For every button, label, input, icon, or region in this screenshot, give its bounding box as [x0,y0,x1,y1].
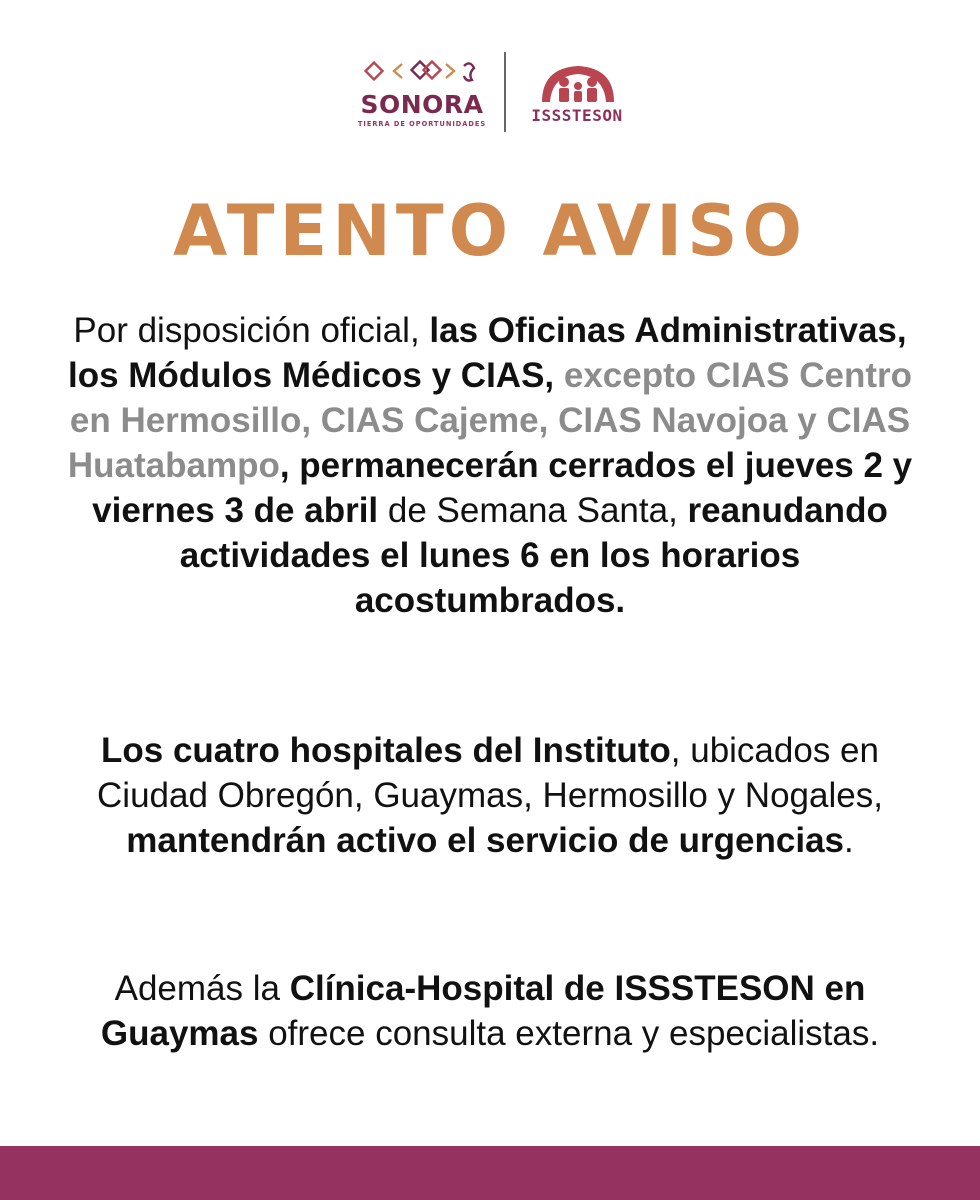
isssteson-wordmark: ISSSTESON [531,106,623,125]
notice-paragraph-clinic [60,966,920,1056]
p1-exceptions: excepto CIAS Centro en Hermosillo, CIAS Cajeme, CIAS Navojoa y CIAS Huatabampo [67,356,913,485]
p1-text: Por disposición oficial, [73,311,430,350]
sonora-tagline: TIERRA DE OPORTUNIDADES [357,120,487,128]
p2-text-locations: , ubicados en Ciudad Obregón, Guaymas, Hermosillo y Nogales, [97,731,883,815]
sonora-logo [350,60,495,132]
p2-period: . [844,821,854,860]
notice-paragraph-hospitals [60,728,920,863]
page-title: ATENTO AVISO [172,190,808,272]
p1-bold-closed-dates: , permanecerán cerrados el jueves 2 y viernes 3 de abril [92,446,913,530]
header-logos [350,50,640,135]
isssteson-family-icon [538,62,618,104]
logo-divider [504,52,506,132]
p1-bold-offices: las Oficinas Administrativas, los Módulos Médicos y CIAS, [67,311,907,395]
p3-text: Además la [114,969,290,1008]
p2-bold-hospitals: Los cuatro hospitales del Instituto [101,731,671,770]
footer-bar [0,1146,980,1200]
sonora-ornament-icon [364,60,482,86]
isssteson-logo [518,62,638,132]
p3-bold-clinic: Clínica-Hospital de ISSSTESON en Guaymas [100,969,866,1053]
p1-bold-resume: reanudando actividades el lunes 6 en los horarios acostumbrados. [179,491,888,620]
p2-bold-emergency: mantendrán activo el servicio de urgencias [126,821,845,860]
notice-paragraph-closures [60,308,920,623]
sonora-wordmark: SONORA [360,90,484,119]
p1-text-holiday: de Semana Santa, [378,491,688,530]
p3-text-services: ofrece consulta externa y especialistas. [258,1014,880,1053]
